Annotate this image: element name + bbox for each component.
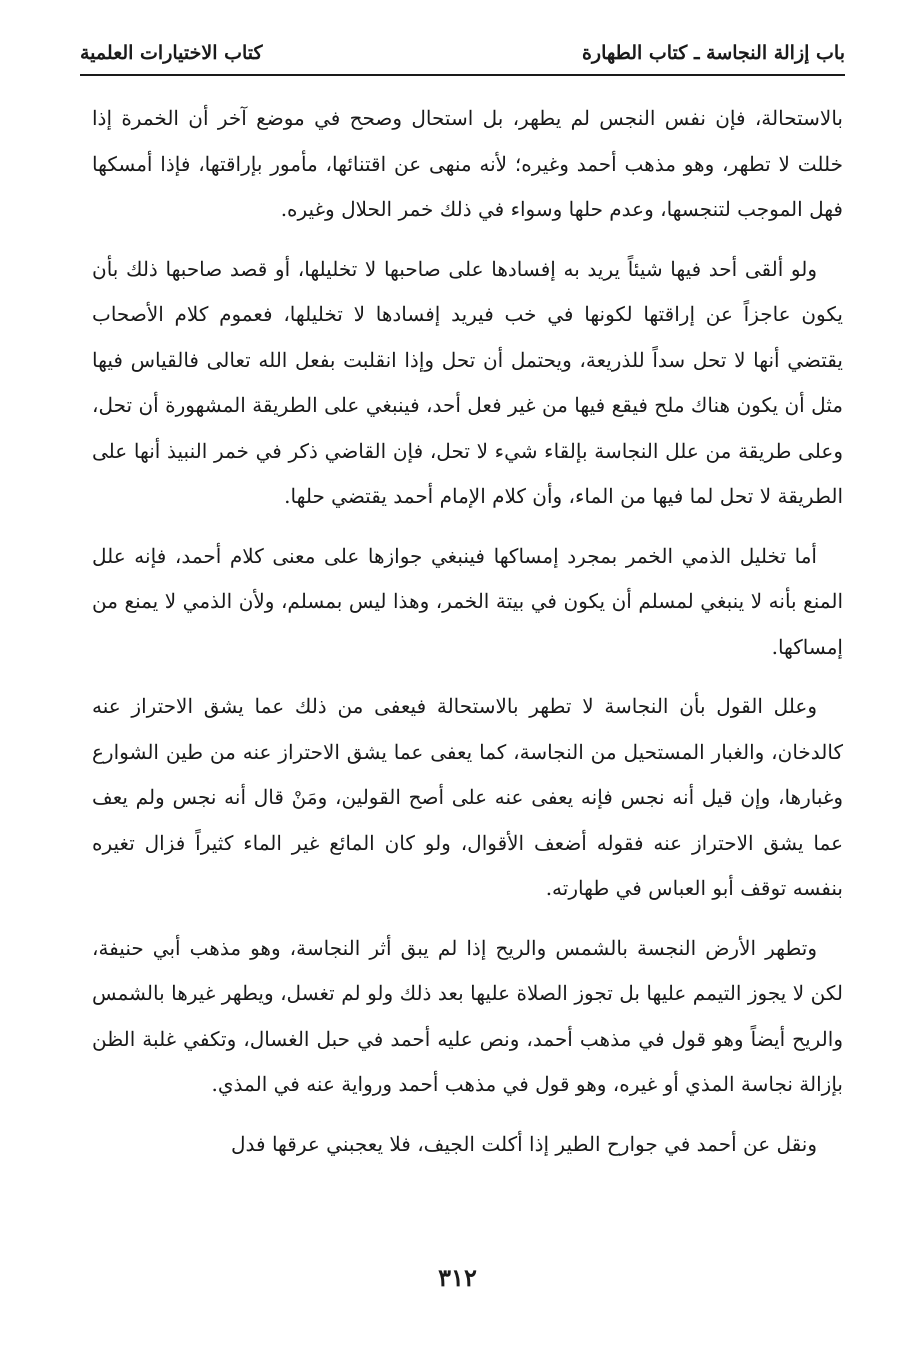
paragraph: أما تخليل الذمي الخمر بمجرد إمساكها فينبغي جوازها على معنى كلام أحمد، فإنه علل المنع بأنه لا ينبغي لمسلم أن يكون في بيتة الخمر، وهذا ليس بمسلم، ولأن الذمي لا يمنع من إمساكها.: [92, 543, 843, 659]
paragraph: ونقل عن أحمد في جوارح الطير إذا أكلت الجيف، فلا يعجبني عرقها فدل: [231, 1131, 817, 1156]
paragraph: ولو ألقى أحد فيها شيئاً يريد به إفسادها على صاحبها لا تخليلها، أو قصد صاحبها ذلك بأن يكون عاجزاً عن إراقتها لكونها في خب فيريد إفسادها لا تخليلها، فعموم كلام الأصحاب يقتضي أنها لا تحل سداً للذريعة، ويحتمل أن تحل وإذا انقلبت بفعل الله تعالى فالقياس فيها مثل أن يكون هناك ملح فيقع فيها من غير فعل أحد، فينبغي على الطريقة المشهورة أن تحل، وعلى طريقة من علل النجاسة بإلقاء شيء لا تحل، فإن القاضي ذكر في خمر النبيذ أنها على الطريقة لا تحل لما فيها من الماء، وأن كلام الإمام أحمد يقتضي حلها.: [92, 256, 843, 508]
book-title: كتاب الاختيارات العلمية: [80, 42, 263, 64]
paragraph: وعلل القول بأن النجاسة لا تطهر بالاستحالة فيعفى من ذلك عما يشق الاحتراز عنه كالدخان، والغبار المستحيل من النجاسة، كما يعفى عما يشق الاحتراز عنه من طين الشوارع وغبارها، وإن قيل أنه نجس فإنه يعفى عنه على أصح القولين، ومَنْ قال أنه نجس ولم يعف عما يشق الاحتراز عنه فقوله أضعف الأقوال، ولو كان المائع غير الماء كثيراً فزال تغيره بنفسه توقف أبو العباس في طهارته.: [92, 694, 843, 900]
header-rule: [80, 74, 845, 76]
body-text: [92, 96, 843, 1181]
paragraph: وتطهر الأرض النجسة بالشمس والريح إذا لم يبق أثر النجاسة، وهو مذهب أبي حنيفة، لكن لا يجوز التيمم عليها بل تجوز الصلاة عليها بعد ذلك ولو لم تغسل، ويطهر غيرها بالشمس والريح أيضاً وهو قول في مذهب أحمد، ونص عليه أحمد في حبل الغسال، وتكفي غلبة الظن بإزالة نجاسة المذي أو غيره، وهو قول في مذهب أحمد ورواية عنه في المذي.: [92, 935, 843, 1096]
paragraph: بالاستحالة، فإن نفس النجس لم يطهر، بل استحال وصحح في موضع آخر أن الخمرة إذا خللت لا تطهر، وهو مذهب أحمد وغيره؛ لأنه منهى عن اقتنائها، مأمور بإراقتها، فإذا أمسكها فهل الموجب لتنجسها، وعدم حلها وسواء في ذلك خمر الحلال وغيره.: [92, 106, 843, 221]
page-number: ٣١٢: [438, 1263, 477, 1292]
running-header: [80, 40, 845, 72]
chapter-title: باب إزالة النجاسة ـ كتاب الطهارة: [581, 42, 845, 64]
